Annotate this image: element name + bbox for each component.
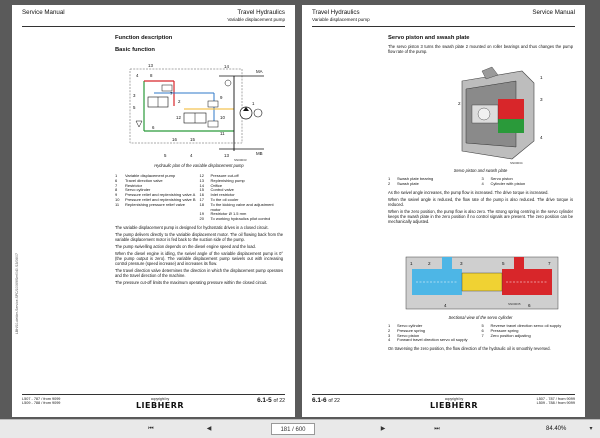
svg-text:MB: MB	[256, 151, 263, 156]
svg-text:5: 5	[164, 153, 167, 158]
last-page-icon[interactable]: ⏭	[434, 426, 440, 432]
left-body	[115, 163, 283, 287]
svg-text:4: 4	[540, 135, 543, 140]
right-content	[388, 35, 573, 56]
liebherr-logo: LIEBHERR	[135, 401, 185, 410]
page-number: 6.1-6 of 22	[312, 397, 340, 404]
left-content	[115, 35, 283, 53]
figure-caption: Sectional view of the servo cylinder	[448, 315, 513, 320]
svg-text:4: 4	[444, 303, 447, 308]
legend: 1 Variable displacement pump 12 Pressure cut-off 6 Travel direction valve 13 Replenishing pump 7 Restrictor 14 Orifice 8 Servo cylinder 15 Control valve 9 Pressure relief and replenishing valve A 16 Inlet restrictor 10 Pressure relief and replenishing valve B 17 To the oil cooler 11 Replenishing pressure relief valve 18 To the kicking valve and adjustment motor 19 Restrictor Ø 1.5 mm 20 To working hydraulics pilot control	[115, 173, 274, 222]
svg-text:SN00035: SN00035	[508, 302, 521, 306]
paragraph: The travel direction valve determines the direction in which the displacement pump operates and the travel direction of the machine.	[115, 267, 283, 278]
svg-text:1: 1	[252, 101, 255, 106]
footer-logo: copyright by LIEBHERR	[130, 397, 190, 410]
svg-text:2: 2	[178, 99, 181, 104]
header-left: Service Manual	[22, 9, 65, 16]
svg-text:6: 6	[528, 303, 531, 308]
legend-1: 1 Swash plate bearing 3 Servo piston 2 Swash plate 4 Cylinder with piston	[388, 176, 526, 186]
side-text: LBH/10-de/der-Service-SPC/10069/Ser/040 /13/06/07	[15, 253, 19, 334]
next-page-icon[interactable]: ▶	[380, 426, 386, 432]
svg-text:13: 13	[224, 153, 229, 158]
page-number: 6.1-5 of 22	[257, 397, 285, 404]
footer-models: L507 - 787 / from 9099 L509 - 788 / from 9099	[22, 397, 61, 405]
servo-chamber-green	[498, 119, 524, 133]
svg-text:3: 3	[540, 97, 543, 102]
legend-2: 1 Servo cylinder 5 Reverse travel direction servo oil supply 2 Pressure spring 6 Pressure spring 3 Servo piston 7 Zero position adjusting 4 Forward travel direction servo oil supply	[388, 323, 562, 343]
svg-text:3: 3	[460, 261, 463, 266]
paragraph: When in the zero position, the pump flow is also zero. The strong spring centring in the servo cylinder keeps the swash plate in the zero position if no control signals are present. The zero position can be mechanically adjusted.	[388, 208, 573, 224]
intro: The servo piston 3 turns the swash plate 2 mounted on roller bearings and thus changes the pump flow rate of the pump.	[388, 44, 573, 54]
page-input[interactable]: 181 / 600	[271, 423, 315, 435]
svg-text:7: 7	[548, 261, 551, 266]
section-title: Servo piston and swash plate	[388, 35, 470, 41]
zoom-dropdown-icon[interactable]: ▾	[589, 426, 593, 432]
section-subtitle: Basic function	[115, 47, 155, 53]
svg-text:7: 7	[170, 91, 173, 96]
header-left: Travel Hydraulics Variable displacement pump	[312, 9, 370, 22]
previous-page-icon[interactable]: ◀	[206, 426, 212, 432]
right-body	[388, 168, 573, 226]
svg-text:11: 11	[220, 131, 225, 136]
liebherr-logo: LIEBHERR	[429, 401, 479, 410]
page-total: / 600	[292, 427, 306, 433]
svg-text:16: 16	[172, 137, 177, 142]
svg-text:SN00034: SN00034	[510, 161, 523, 165]
figure-caption: Hydraulic plan of the variable displacement pump	[154, 163, 244, 168]
left-page	[12, 5, 295, 417]
right-page	[302, 5, 585, 417]
svg-text:3: 3	[133, 93, 136, 98]
replenishing-pump-symbol	[254, 109, 262, 117]
paragraph: On traversing the zero position, the flow direction of the hydraulic oil is smoothly reversed.	[388, 346, 551, 352]
svg-text:2: 2	[458, 101, 461, 106]
pump-boundary	[130, 69, 242, 143]
svg-text:4: 4	[190, 153, 193, 158]
paragraph: The variable displacement pump is designed for hydrostatic drives in a closed circuit.	[115, 224, 269, 230]
right-body-2	[388, 315, 573, 353]
servo-chamber-red	[498, 99, 524, 119]
paragraph: As the swivel angle increases, the pump flow is increased. The drive torque is increased.	[388, 189, 549, 195]
paragraph: The pump delivers directly to the variable displacement motor. The oil flowing back from the variable displacement motor is fed back to the suction side of the pump.	[115, 231, 283, 242]
figure-id: SN00033	[234, 158, 247, 161]
left-page-header	[22, 9, 285, 27]
paragraph: When the diesel engine is idling, the swivel angle of the variable displacement pump is 0° (the pump output is zero). The variable displacement pump swivels out with increasing control pressure (speed increase) and increases its flow.	[115, 250, 283, 266]
section-title: Function description	[115, 35, 173, 41]
svg-text:9: 9	[220, 95, 223, 100]
svg-text:6: 6	[152, 125, 155, 130]
svg-text:MA: MA	[256, 69, 263, 74]
footer-logo: copyright by LIEBHERR	[424, 397, 484, 410]
footer-models: L507 - 787 / from 9099 L509 - 788 / from 9099	[536, 397, 575, 405]
paragraph: The pressure cut-off limits the maximum operating pressure within the closed circuit.	[115, 279, 268, 285]
zoom-level[interactable]: 84.40%	[546, 426, 567, 432]
svg-text:14: 14	[224, 64, 229, 69]
servo-piston	[462, 273, 502, 291]
first-page-icon[interactable]: ⏮	[148, 426, 154, 432]
header-right: Service Manual	[532, 9, 575, 16]
svg-text:8: 8	[150, 73, 153, 78]
right-page-footer	[312, 394, 575, 412]
left-page-footer	[22, 394, 285, 412]
figure-caption: Servo piston and swash plate	[453, 168, 508, 173]
paragraph: The pump swivelling action depends on the diesel engine speed and the load.	[115, 243, 256, 249]
svg-text:1: 1	[540, 75, 543, 80]
svg-text:12: 12	[176, 115, 181, 120]
svg-text:2: 2	[428, 261, 431, 266]
paragraph: When the swivel angle is reduced, the flow rate of the pump is also reduced. The drive torque is reduced.	[388, 196, 573, 207]
svg-text:4: 4	[136, 73, 139, 78]
servo-cylinder-figure	[402, 253, 562, 313]
svg-text:5: 5	[502, 261, 505, 266]
svg-text:10: 10	[220, 115, 225, 120]
header-right: Travel Hydraulics Variable displacement pump	[227, 9, 285, 22]
svg-text:5: 5	[133, 105, 136, 110]
svg-text:15: 15	[190, 137, 195, 142]
svg-text:1: 1	[410, 261, 413, 266]
right-page-header	[312, 9, 575, 27]
swash-plate-figure	[452, 61, 548, 165]
hydraulic-schematic	[124, 61, 274, 161]
viewer-toolbar	[0, 419, 600, 438]
svg-text:13: 13	[148, 63, 153, 68]
